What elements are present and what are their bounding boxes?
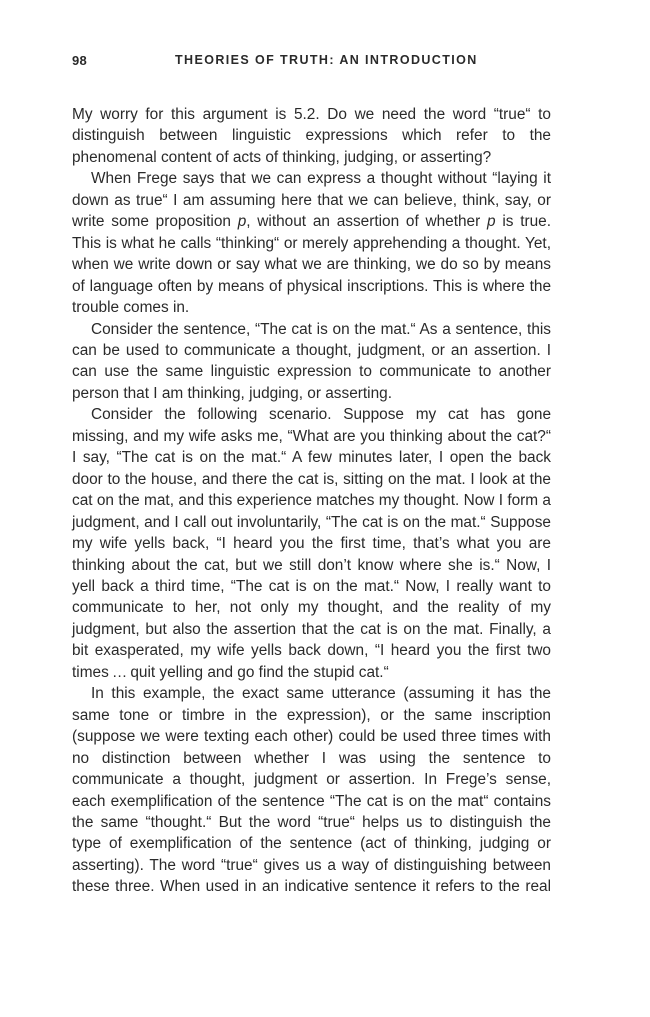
paragraph: Consider the sentence, “The cat is on the mat.“ As a sentence, this can be used to communicate a thought, judgment, or an assertion. I can use the same linguistic expression to communicate to another person that I am thinking, judging, or asserting. — [72, 320, 551, 402]
paragraph-text: When Frege says that we can express a thought without “laying it down as true“ I am assuming here that we can believe, think, say, or write some proposition — [72, 170, 551, 231]
paragraph-text: is true. This is what he calls “thinking“ or merely apprehending a thought. Yet, when we write down or say what we are thinking, we do so by means of language often by means of physical inscriptions. This is where the trouble comes in. — [72, 213, 552, 317]
paragraph — [72, 168, 551, 318]
paragraph: In this example, the exact same utterance (assuming it has the same tone or timbre in the expression), or the same inscription (suppose we were texting each other) could be used three times with no distinction between whether I was using the sentence to communicate a thought, judgment or assertion. In Frege’s sense, each exemplification of the sentence “The cat is on the mat“ contains the same “thought.“ But the word “true“ helps us to distinguish the type of exemplification of the sentence (act of thinking, judging or asserting). The word “true“ gives us a way of distinguishing between these three. When used in an indicative sentence it refers to the real — [72, 685, 551, 896]
page-number: 98 — [72, 53, 88, 68]
running-head — [72, 53, 552, 71]
italic-variable: p — [237, 213, 247, 231]
italic-variable: p — [487, 213, 496, 231]
paragraph: My worry for this argument is 5.2. Do we need the word “true“ to distinguish between linguistic expressions which refer to the phenomenal content of acts of thinking, judging, or asserting? — [72, 106, 551, 166]
body-text — [72, 104, 551, 898]
paragraph: Consider the following scenario. Suppose my cat has gone missing, and my wife asks me, “What are you thinking about the cat?“ I say, “The cat is on the mat.“ A few minutes later, I open the back door to the house, and there the cat is, sitting on the mat. I look at the cat on the mat, and this experience matches my thought. Now I form a judgment, and I call out involuntarily, “The cat is on the mat.“ Suppose my wife yells back, “I heard you the first time, that’s what you are thinking about the cat, but we still don’t know where she is.“ Now, I yell back a third time, “The cat is on the mat.“ Now, I really want to communicate to her, not only my thought, and the reality of my judgment, but also the assertion that the cat is on the mat. Finally, a bit exasperated, my wife yells back down, “I heard you the first two times … quit yelling and go find the stupid cat.“ — [72, 406, 551, 681]
running-head-title: THEORIES OF TRUTH: AN INTRODUCTION — [175, 53, 478, 67]
paragraph-text: , without an assertion of whether — [246, 213, 488, 231]
